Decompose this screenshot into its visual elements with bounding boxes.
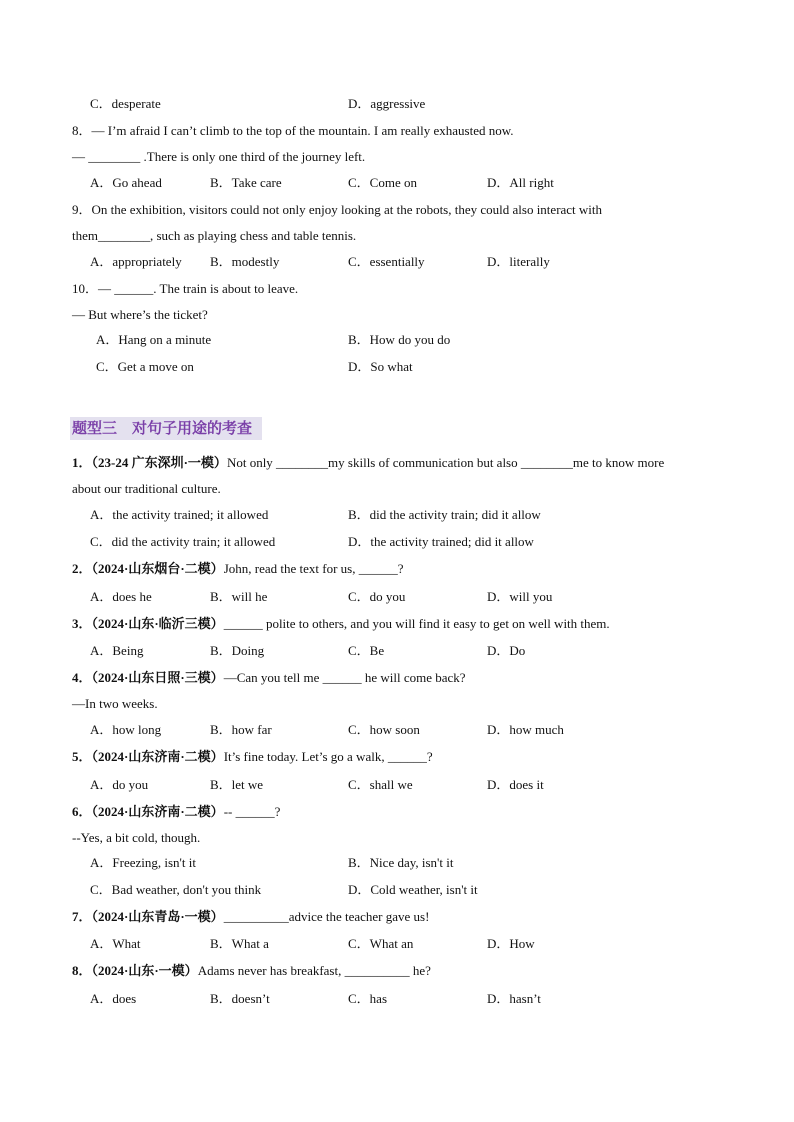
option-d: D．aggressive — [348, 96, 426, 111]
option-a: A．What — [90, 936, 141, 951]
question-text: ______ polite to others, and you will find it easy to get on well with them. — [223, 616, 610, 631]
question-number: 8． — [72, 963, 92, 978]
option-b: B．modestly — [210, 254, 280, 269]
question-source: （2024·山东烟台·二模） — [91, 561, 224, 576]
question-text-line: about our traditional culture. — [72, 481, 221, 496]
question-number: 3． — [72, 616, 92, 631]
question-7 — [72, 909, 429, 925]
question-source: （2024·山东济南·二模） — [91, 804, 224, 819]
question-stem: 8．— I’m afraid I can’t climb to the top of the mountain. I am really exhausted now. — [72, 123, 514, 138]
option-b: B．Take care — [210, 175, 282, 190]
question-source: （2024·山东日照·三模） — [91, 670, 224, 685]
option-d: D．How — [487, 936, 535, 951]
question-number: 6． — [72, 804, 92, 819]
question-stem: 10．— ______. The train is about to leave. — [72, 281, 299, 296]
option-d: D．will you — [487, 589, 553, 604]
question-text: John, read the text for us, ______? — [223, 561, 404, 576]
option-c: C．essentially — [348, 254, 425, 269]
option-c: C．Get a move on — [96, 359, 194, 374]
question-stem-line: them________, such as playing chess and table tennis. — [72, 228, 357, 243]
question-number: 7． — [72, 909, 92, 924]
option-b: B．What a — [210, 936, 269, 951]
option-a: A．Being — [90, 643, 144, 658]
question-2 — [72, 561, 403, 577]
option-a: A．the activity trained; it allowed — [90, 507, 269, 522]
question-stem: 9．On the exhibition, visitors could not only enjoy looking at the robots, they could also interact with — [72, 202, 603, 217]
option-d: D．Do — [487, 643, 526, 658]
option-c: C．how soon — [348, 722, 420, 737]
question-number: 5． — [72, 749, 92, 764]
option-c: C．What an — [348, 936, 414, 951]
question-text: Not only ________my skills of communication but also ________me to know more — [226, 455, 665, 470]
option-d: D．Cold weather, isn't it — [348, 882, 478, 897]
option-d: D．the activity trained; did it allow — [348, 534, 534, 549]
option-a: A．Go ahead — [90, 175, 162, 190]
option-c: C．has — [348, 991, 388, 1006]
question-stem-line: — But where’s the ticket? — [72, 307, 208, 322]
option-a: A．do you — [90, 777, 149, 792]
question-source: （2024·山东青岛·一模） — [91, 909, 224, 924]
option-d: D．does it — [487, 777, 544, 792]
option-a: A．Hang on a minute — [96, 332, 212, 347]
option-d: D．So what — [348, 359, 413, 374]
option-b: B．will he — [210, 589, 268, 604]
option-c: C．Be — [348, 643, 385, 658]
option-b: B．how far — [210, 722, 272, 737]
option-c: C．desperate — [90, 96, 161, 111]
section-heading: 题型三 对句子用途的考查 — [70, 417, 262, 440]
option-c: C．shall we — [348, 777, 413, 792]
option-a: A．how long — [90, 722, 162, 737]
question-text: It’s fine today. Let’s go a walk, ______? — [223, 749, 433, 764]
question-text: __________advice the teacher gave us! — [223, 909, 430, 924]
option-c: C．Bad weather, don't you think — [90, 882, 262, 897]
option-b: B．did the activity train; did it allow — [348, 507, 541, 522]
question-text: Adams never has breakfast, __________ he? — [197, 963, 431, 978]
question-number: 2． — [72, 561, 92, 576]
option-c: C．do you — [348, 589, 406, 604]
option-c: C．did the activity train; it allowed — [90, 534, 276, 549]
question-text: -- ______? — [223, 804, 281, 819]
option-a: A．appropriately — [90, 254, 182, 269]
question-6 — [72, 804, 280, 820]
question-3 — [72, 616, 610, 632]
question-number: 4． — [72, 670, 92, 685]
option-a: A．does he — [90, 589, 152, 604]
question-source: （2024·山东·临沂三模） — [91, 616, 224, 631]
question-source: （23-24 广东深圳·一模） — [91, 455, 227, 470]
option-d: D．hasn’t — [487, 991, 541, 1006]
question-stem-line: — ________ .There is only one third of the journey left. — [72, 149, 366, 164]
question-8 — [72, 963, 431, 979]
question-source: （2024·山东·一模） — [91, 963, 198, 978]
option-d: D．literally — [487, 254, 550, 269]
option-d: D．All right — [487, 175, 554, 190]
option-b: B．doesn’t — [210, 991, 270, 1006]
question-text: —Can you tell me ______ he will come back? — [223, 670, 466, 685]
question-1 — [72, 455, 664, 471]
option-d: D．how much — [487, 722, 564, 737]
question-number: 1． — [72, 455, 92, 470]
option-b: B．let we — [210, 777, 264, 792]
option-b: B．Doing — [210, 643, 265, 658]
option-a: A．Freezing, isn't it — [90, 855, 196, 870]
option-b: B．How do you do — [348, 332, 451, 347]
question-text-line: --Yes, a bit cold, though. — [72, 830, 201, 845]
option-a: A．does — [90, 991, 137, 1006]
option-c: C．Come on — [348, 175, 417, 190]
question-4 — [72, 670, 466, 686]
option-b: B．Nice day, isn't it — [348, 855, 454, 870]
question-source: （2024·山东济南·二模） — [91, 749, 224, 764]
question-text-line: —In two weeks. — [72, 696, 158, 711]
question-5 — [72, 749, 433, 765]
